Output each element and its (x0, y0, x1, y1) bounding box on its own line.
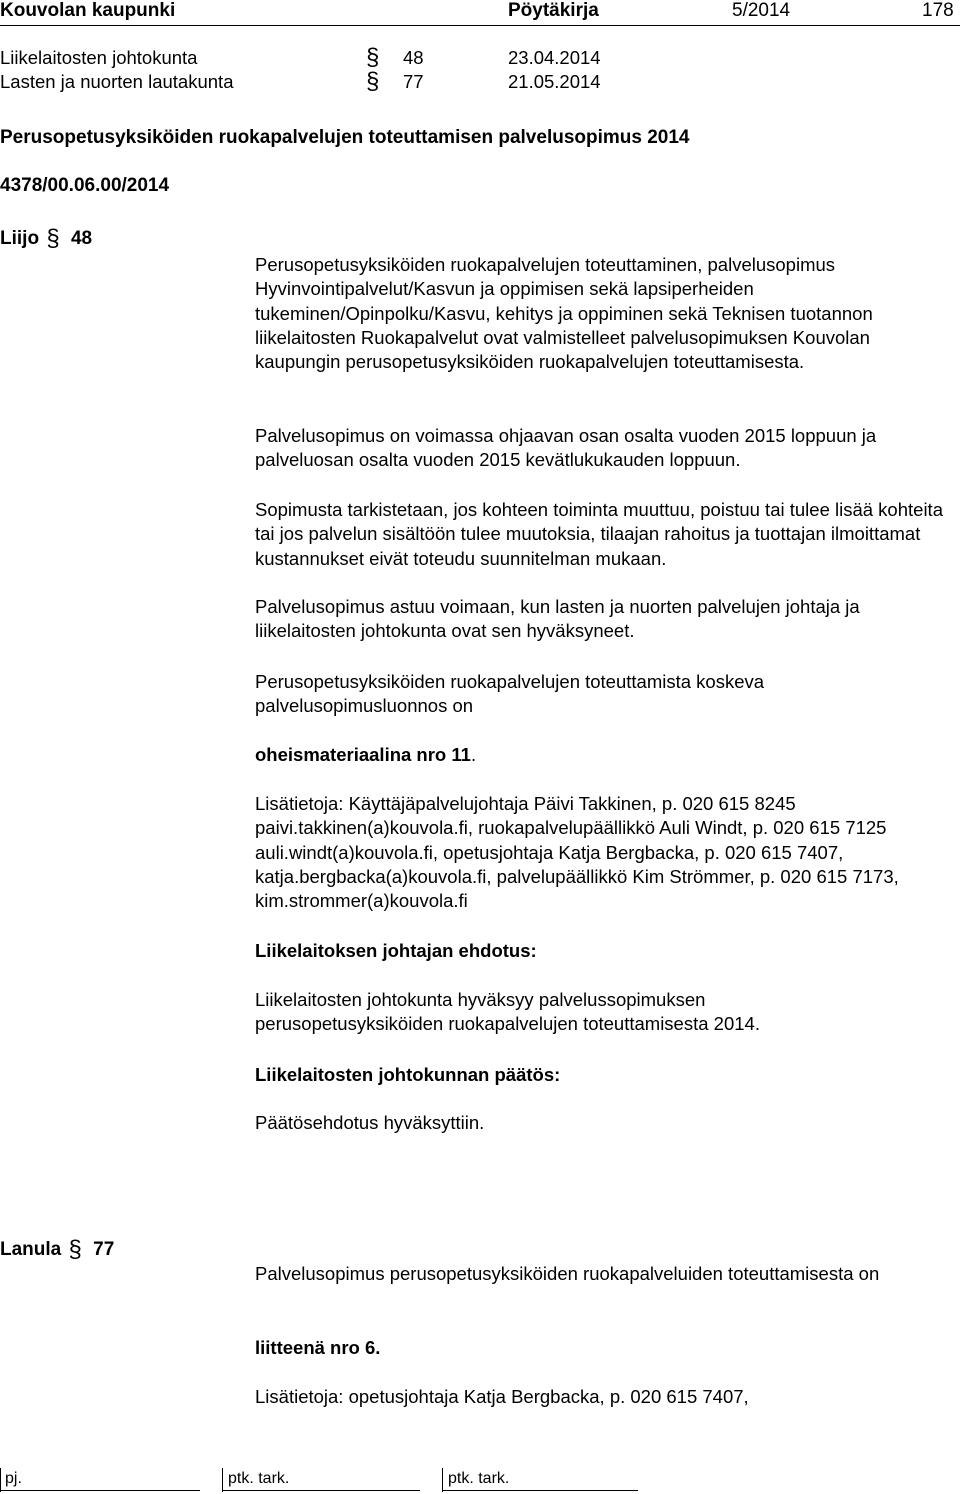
contact-info: Lisätietoja: opetusjohtaja Katja Bergbacka, p. 020 615 7407, (255, 1386, 749, 1407)
section-symbol-icon: § (46, 225, 60, 252)
signature-label: ptk. tark. (228, 1470, 290, 1487)
item-label (0, 1238, 114, 1262)
page-number: 178 (922, 0, 954, 21)
paragraph: Palvelusopimus astuu voimaan, kun lasten ja nuorten palvelujen johtaja ja liikelaitosten johtokunta ovat sen hyväksyneet. (255, 596, 860, 642)
signature-field-divider (442, 1468, 443, 1492)
proposal-heading: Liikelaitoksen johtajan ehdotus: (255, 940, 537, 961)
signature-line (442, 1490, 638, 1491)
section-symbol-icon: § (68, 1236, 82, 1263)
section-symbol-icon: § (366, 44, 380, 71)
doc-type: Pöytäkirja (508, 0, 599, 21)
doc-number: 5/2014 (732, 0, 791, 21)
attachment-suffix: . (470, 744, 477, 765)
paragraph: Perusopetusyksiköiden ruokapalvelujen toteuttaminen, palvelusopimus Hyvinvointipalvelut/Kasvun ja oppimisen sekä lapsiperheiden tukeminen/Opinpolku/Kasvu, kehitys ja oppiminen sekä Teknisen tuotannon liikelaitosten Ruokapalvelut ovat valmistelleet palvelusopimuksen Kouvolan kaupungin perusopetusyksiköiden ruokapalvelujen toteuttamisesta. (255, 254, 873, 373)
item-label-name: Liijo (0, 228, 40, 249)
decision-heading: Liikelaitosten johtokunnan päätös: (255, 1064, 561, 1085)
item-label-section: 77 (93, 1239, 115, 1260)
record-number: 4378/00.06.00/2014 (0, 175, 170, 196)
attachment-line (255, 743, 955, 767)
decision-text: Päätösehdotus hyväksyttiin. (255, 1112, 485, 1133)
proposal-text: Liikelaitosten johtokunta hyväksyy palvelussopimuksen perusopetusyksiköiden ruokapalvelujen toteuttamisesta 2014. (255, 989, 760, 1035)
item-label-section: 48 (70, 228, 93, 249)
attachment-label: liitteenä nro 6. (255, 1337, 381, 1358)
paragraph: Palvelusopimus perusopetusyksiköiden ruokapalveluiden toteuttamisesta on (255, 1263, 880, 1284)
attachment-label: oheismateriaalina nro 11 (255, 744, 471, 765)
contact-info: Lisätietoja: Käyttäjäpalvelujohtaja Päivi Takkinen, p. 020 615 8245 paivi.takkinen(a)kouvola.fi, ruokapalvelupäällikkö Auli Windt, p. 020 615 7125 auli.windt(a)kouvola.fi, opetusjohtaja Katja Bergbacka, p. 020 615 7407, katja.bergbacka(a)kouvola.fi, palvelupäällikkö Kim Strömmer, p. 020 615 7173, kim.strommer(a)kouvola.fi (255, 793, 899, 912)
item-label (0, 227, 92, 251)
signature-line (0, 1490, 200, 1491)
paragraph: Perusopetusyksiköiden ruokapalvelujen toteuttamista koskeva palvelusopimusluonnos on (255, 671, 765, 717)
meeting-body: Liikelaitosten johtokunta (0, 47, 198, 68)
meeting-date: 23.04.2014 (508, 47, 601, 68)
meeting-section: 77 (403, 71, 424, 92)
signature-label: pj. (5, 1470, 22, 1487)
meeting-date: 21.05.2014 (508, 71, 601, 92)
header-rule (0, 25, 960, 26)
signature-line (222, 1490, 420, 1491)
org-name: Kouvolan kaupunki (0, 0, 176, 21)
signature-field-divider (222, 1468, 223, 1492)
item-label-name: Lanula (0, 1239, 62, 1260)
signature-field-divider (0, 1468, 1, 1492)
paragraph: Sopimusta tarkistetaan, jos kohteen toiminta muuttuu, poistuu tai tulee lisää kohteita tai jos palvelun sisältöön tulee muutoksia, tilaajan rahoitus ja tuottajan ilmoittamat kustannukset eivät toteudu suunnitelman mukaan. (255, 499, 943, 569)
section-symbol-icon: § (366, 68, 380, 95)
paragraph: Palvelusopimus on voimassa ohjaavan osan osalta vuoden 2015 loppuun ja palveluosan osalta vuoden 2015 kevätlukukauden loppuun. (255, 425, 877, 471)
signature-label: ptk. tark. (448, 1470, 510, 1487)
meeting-body: Lasten ja nuorten lautakunta (0, 71, 234, 92)
document-title: Perusopetusyksiköiden ruokapalvelujen toteuttamisen palvelusopimus 2014 (0, 127, 690, 148)
meeting-section: 48 (403, 47, 424, 68)
